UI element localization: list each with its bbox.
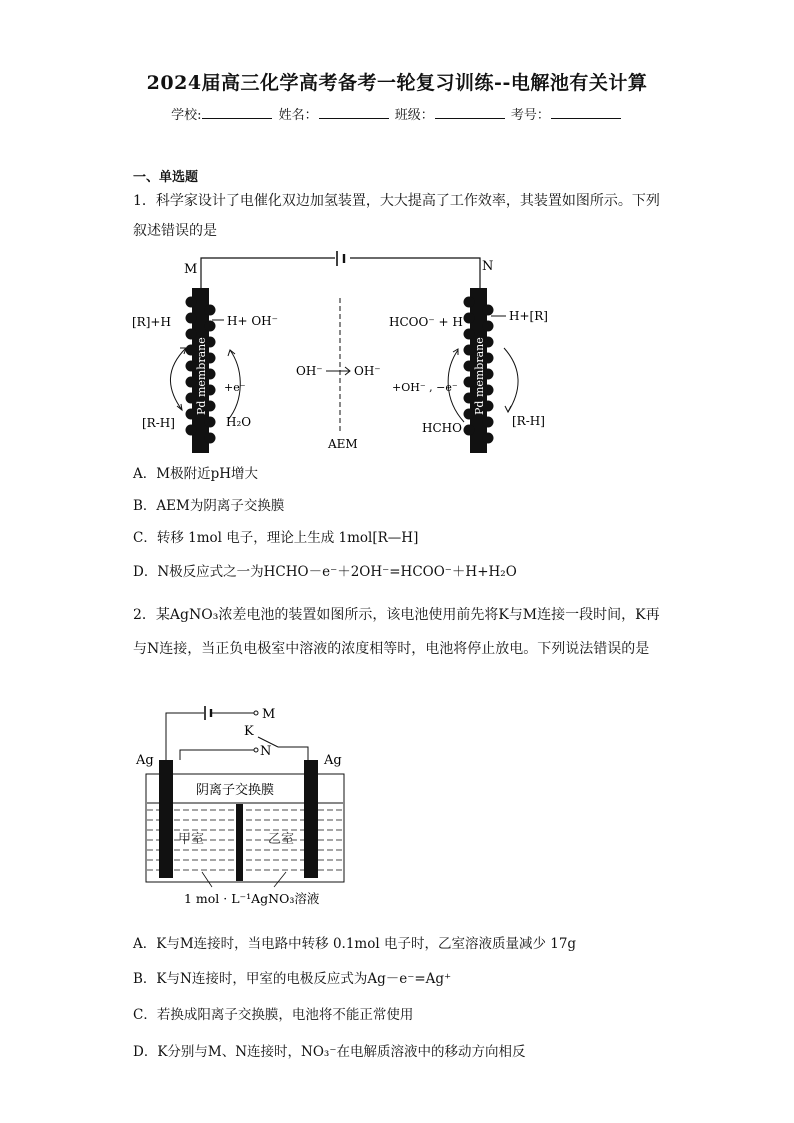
right-h-r: H+[R]	[509, 309, 548, 323]
section-title: 一、单选题	[133, 170, 199, 185]
right-hcoo-h: HCOO⁻ + H	[389, 315, 463, 329]
q1-electrolysis-diagram	[120, 250, 560, 460]
ag-left-label: Ag	[136, 753, 154, 768]
name-blank	[319, 106, 389, 119]
q2-option-b[interactable]: B．K与N连接时，甲室的电极反应式为Ag－e⁻=Ag⁺	[133, 971, 452, 987]
q2-concentration-cell-diagram	[128, 700, 358, 915]
mid-oh-2: OH⁻	[354, 364, 381, 378]
solution-label: 1 mol · L⁻¹AgNO₃溶液	[184, 891, 320, 906]
class-blank	[435, 106, 505, 119]
chamber-jia-label: 甲室	[178, 832, 205, 847]
right-oh-minus-e: +OH⁻ , −e⁻	[392, 381, 458, 394]
exam-number-blank	[551, 106, 621, 119]
class-label: 班级：	[394, 108, 434, 123]
anion-membrane-label: 阴离子交换膜	[196, 783, 275, 798]
left-plus-e: +e⁻	[224, 381, 246, 394]
page-title: 2024届高三化学高考备考一轮复习训练--电解池有关计算	[146, 72, 648, 94]
school-label: 学校:	[171, 108, 202, 123]
right-r-h: [R-H]	[512, 414, 545, 428]
left-h2o: H₂O	[226, 415, 252, 429]
left-r-h: [R-H]	[142, 416, 175, 430]
q1-option-d[interactable]: D．N极反应式之一为HCHO－e⁻＋2OH⁻=HCOO⁻＋H+H₂O	[133, 564, 517, 580]
q2-option-a[interactable]: A．K与M连接时，当电路中转移 0.1mol 电子时，乙室溶液质量减少 17g	[133, 936, 577, 952]
q2-option-c[interactable]: C．若换成阳离子交换膜，电池将不能正常使用	[133, 1007, 414, 1023]
switch-k: K	[244, 724, 254, 739]
terminal-m: M	[262, 707, 276, 722]
question-2-stem: 2．某AgNO₃浓差电池的装置如图所示，该电池使用前先将K与M连接一段时间，K再与N连接，当正负电极室中溶液的浓度相等时，电池将停止放电。下列说法错误的是	[133, 607, 660, 657]
electrode-n-label: N	[482, 259, 494, 274]
right-hcho: HCHO	[422, 421, 462, 435]
q2-option-d[interactable]: D．K分别与M、N连接时，NO₃⁻在电解质溶液中的移动方向相反	[133, 1044, 526, 1060]
chamber-yi-label: 乙室	[268, 832, 295, 847]
q1-option-a[interactable]: A．M极附近pH增大	[133, 466, 258, 482]
aem-label: AEM	[328, 437, 358, 451]
ag-right-label: Ag	[324, 753, 342, 768]
q1-option-c[interactable]: C．转移 1mol 电子，理论上生成 1mol[R—H]	[133, 530, 419, 546]
left-h-oh: H+ OH⁻	[227, 314, 278, 328]
student-info-line	[0, 104, 794, 123]
exam-number-label: 考号：	[510, 108, 550, 123]
question-1-stem: 1．科学家设计了电催化双边加氢装置，大大提高了工作效率，其装置如图所示。下列叙述错误的是	[133, 193, 660, 239]
terminal-n: N	[260, 744, 272, 759]
name-label: 姓名：	[278, 108, 318, 123]
left-pd-membrane-label: Pd membrane	[195, 337, 208, 415]
right-pd-membrane-label: Pd membrane	[473, 337, 486, 415]
left-r-plus-h: [R]+H	[132, 315, 171, 329]
mid-oh-1: OH⁻	[296, 364, 323, 378]
electrode-m-label: M	[184, 262, 198, 277]
school-blank	[202, 106, 272, 119]
q1-option-b[interactable]: B．AEM为阴离子交换膜	[133, 498, 285, 514]
